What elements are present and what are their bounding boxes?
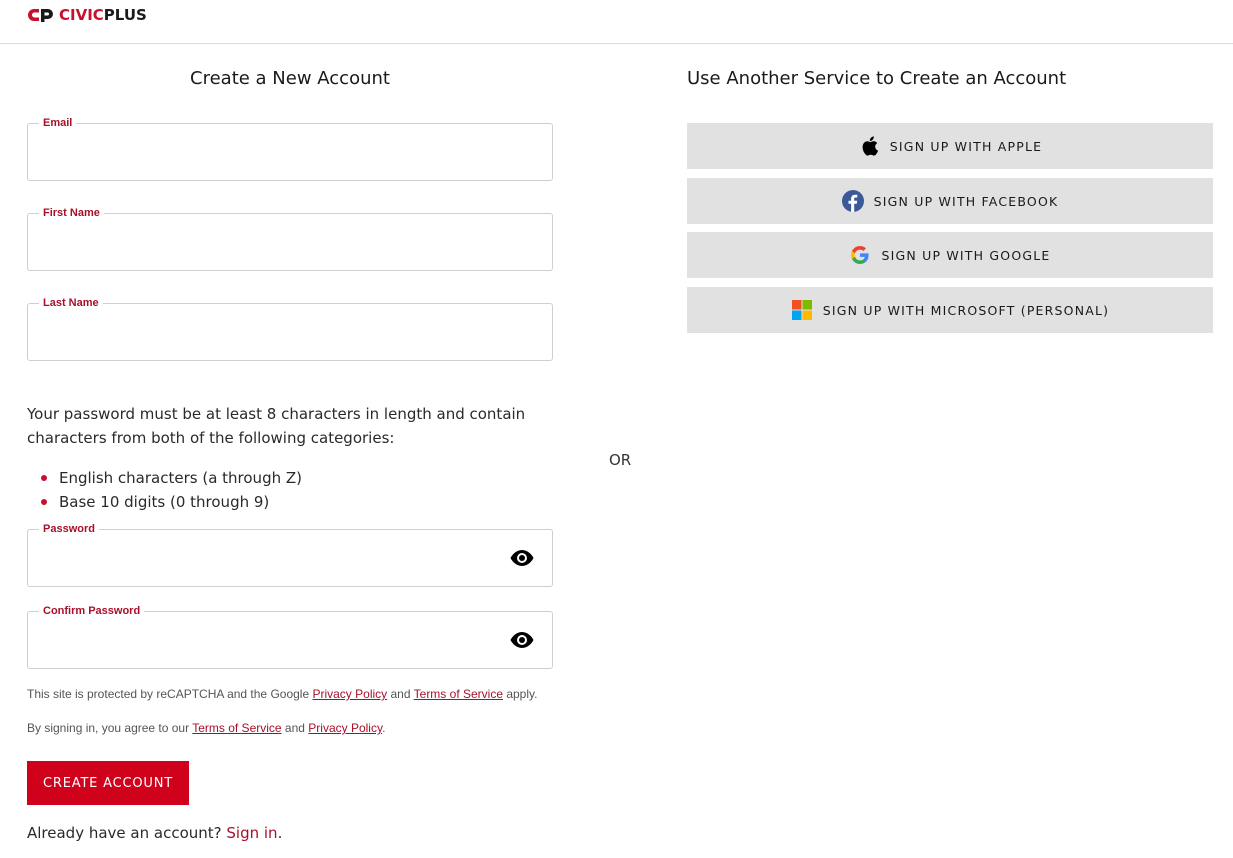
agreement-notice <box>27 721 385 735</box>
email-field[interactable] <box>27 117 553 181</box>
sign-up-google-label: SIGN UP WITH GOOGLE <box>881 247 1051 263</box>
agree-privacy-link[interactable]: Privacy Policy <box>308 721 383 735</box>
first-name-input[interactable] <box>42 236 502 262</box>
confirm-password-field[interactable] <box>27 605 553 669</box>
email-label: Email <box>39 117 76 130</box>
email-input[interactable] <box>42 146 502 172</box>
password-field[interactable] <box>27 523 553 587</box>
sign-up-facebook-button[interactable] <box>687 178 1213 224</box>
password-requirements-list <box>27 466 302 514</box>
header <box>0 0 1233 44</box>
agree-suffix: . <box>382 721 386 735</box>
logo-text-plus: PLUS <box>103 6 147 24</box>
last-name-input[interactable] <box>42 326 502 352</box>
sign-up-facebook-label: SIGN UP WITH FACEBOOK <box>873 193 1059 209</box>
password-requirements-text: Your password must be at least 8 characters in length and contain characters from both of the following categories: <box>27 405 526 447</box>
sign-up-microsoft-button[interactable] <box>687 287 1213 333</box>
confirm-password-input[interactable] <box>42 634 502 660</box>
sign-up-apple-button[interactable] <box>687 123 1213 169</box>
last-name-label: Last Name <box>39 297 103 310</box>
sign-up-google-button[interactable] <box>687 232 1213 278</box>
logo-text <box>59 7 147 23</box>
microsoft-icon <box>791 299 813 321</box>
recaptcha-prefix: This site is protected by reCAPTCHA and the Google <box>27 687 313 701</box>
other-service-title: Use Another Service to Create an Account <box>687 68 1067 89</box>
first-name-label: First Name <box>39 207 104 220</box>
sign-in-suffix: . <box>277 824 283 842</box>
google-icon <box>849 244 871 266</box>
show-confirm-password-eye-icon[interactable] <box>510 631 534 649</box>
facebook-icon <box>842 190 864 212</box>
sign-up-apple-label: SIGN UP WITH APPLE <box>889 138 1043 154</box>
sign-in-prompt <box>27 824 282 842</box>
civicplus-logo-mark-icon <box>28 7 54 23</box>
password-label: Password <box>39 523 99 536</box>
sign-up-microsoft-label: SIGN UP WITH MICROSOFT (PERSONAL) <box>822 302 1110 318</box>
recaptcha-and: and <box>387 687 414 701</box>
logo-text-civic: CIVIC <box>59 6 104 24</box>
agree-and: and <box>281 721 309 735</box>
last-name-field[interactable] <box>27 297 553 361</box>
or-separator: OR <box>609 451 632 469</box>
apple-icon <box>858 135 880 157</box>
password-requirement-item: English characters (a through Z) <box>27 466 302 490</box>
recaptcha-terms-link[interactable]: Terms of Service <box>413 687 503 701</box>
agree-terms-link[interactable]: Terms of Service <box>192 721 282 735</box>
password-requirement-item: Base 10 digits (0 through 9) <box>27 490 302 514</box>
show-password-eye-icon[interactable] <box>510 549 534 567</box>
password-input[interactable] <box>42 552 502 578</box>
recaptcha-notice <box>27 687 537 701</box>
civicplus-logo[interactable] <box>28 7 147 23</box>
first-name-field[interactable] <box>27 207 553 271</box>
confirm-password-label: Confirm Password <box>39 605 144 618</box>
create-account-title: Create a New Account <box>190 68 390 89</box>
create-account-button[interactable]: CREATE ACCOUNT <box>27 761 189 805</box>
recaptcha-suffix: apply. <box>503 687 538 701</box>
sign-in-link[interactable]: Sign in <box>226 824 278 842</box>
agree-prefix: By signing in, you agree to our <box>27 721 193 735</box>
sign-in-prefix: Already have an account? <box>27 824 227 842</box>
recaptcha-privacy-link[interactable]: Privacy Policy <box>312 687 388 701</box>
